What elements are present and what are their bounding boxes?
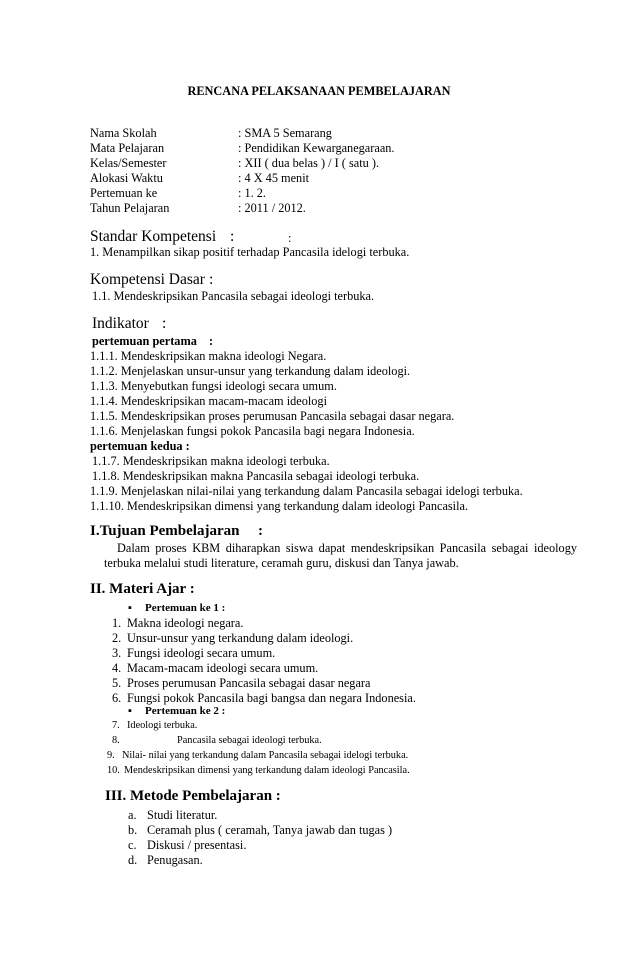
materi-number: 9. [107, 750, 115, 761]
materi-number: 1. [112, 616, 122, 630]
materi-number: 8. [112, 735, 120, 746]
metode-letter: b. [128, 823, 138, 837]
metode-item: Diskusi / presentasi. [147, 838, 247, 852]
indikator-heading: Indikator [92, 315, 149, 332]
identity-label: Pertemuan ke [90, 186, 158, 200]
tujuan-heading: I.Tujuan Pembelajaran [90, 523, 240, 539]
standar-kompetensi-heading: Standar Kompetensi [90, 228, 217, 245]
metode-letter: c. [128, 838, 137, 852]
materi-item: Nilai- nilai yang terkandung dalam Pancasila sebagai idelogi terbuka. [122, 750, 409, 761]
pertemuan-1-label: Pertemuan ke 1 : [145, 602, 226, 614]
metode-item: Penugasan. [147, 853, 203, 867]
materi-ajar-heading: II. Materi Ajar : [90, 581, 195, 597]
standar-colon: : [230, 228, 235, 245]
standar-kompetensi-item: 1. Menampilkan sikap positif terhadap Pancasila idelogi terbuka. [90, 245, 410, 259]
kompetensi-colon: : [209, 271, 214, 288]
indikator-item: 1.1.3. Menyebutkan fungsi ideologi secara umum. [90, 379, 337, 393]
pertemuan-2-label: Pertemuan ke 2 : [145, 705, 226, 717]
identity-label: Nama Skolah [90, 126, 157, 140]
materi-item: Pancasila sebagai ideologi terbuka. [177, 735, 322, 746]
indikator-item: 1.1.4. Mendeskripsikan macam-macam ideologi [90, 394, 327, 408]
materi-number: 5. [112, 676, 122, 690]
indikator-item: 1.1.5. Mendeskripsikan proses perumusan Pancasila sebagai dasar negara. [90, 409, 455, 423]
indikator-item: 1.1.7. Mendeskripsikan makna ideologi terbuka. [92, 454, 330, 468]
standar-colon: : [288, 231, 292, 245]
materi-item: Fungsi pokok Pancasila bagi bangsa dan negara Indonesia. [127, 691, 416, 705]
tujuan-paragraph-line: Dalam proses KBM diharapkan siswa dapat mendeskripsikan Pancasila sebagai ideology [117, 541, 577, 555]
materi-item: Macam-macam ideologi secara umum. [127, 661, 319, 675]
identity-value: : SMA 5 Semarang [238, 126, 332, 140]
identity-label: Mata Pelajaran [90, 141, 165, 155]
indikator-item: 1.1.2. Menjelaskan unsur-unsur yang terkandung dalam ideologi. [90, 364, 411, 378]
metode-item: Ceramah plus ( ceramah, Tanya jawab dan tugas ) [147, 823, 393, 837]
materi-item: Unsur-unsur yang terkandung dalam ideologi. [127, 631, 354, 645]
indikator-colon: : [162, 315, 167, 332]
identity-label: Tahun Pelajaran [90, 201, 170, 215]
identity-value: : XII ( dua belas ) / I ( satu ). [238, 156, 380, 170]
kompetensi-dasar-item: 1.1. Mendeskripsikan Pancasila sebagai ideologi terbuka. [92, 289, 375, 303]
metode-letter: a. [128, 808, 137, 822]
materi-item: Mendeskripsikan dimensi yang terkandung dalam ideologi Pancasila. [124, 765, 410, 776]
pertemuan-pertama-label: pertemuan pertama [92, 334, 197, 348]
materi-item: Proses perumusan Pancasila sebagai dasar negara [127, 676, 371, 690]
bullet-icon: ▪ [128, 705, 132, 717]
identity-label: Kelas/Semester [90, 156, 167, 170]
indikator-item: 1.1.9. Menjelaskan nilai-nilai yang terkandung dalam Pancasila sebagai idelogi terbuka. [90, 484, 523, 498]
identity-value: : 4 X 45 menit [238, 171, 310, 185]
metode-item: Studi literatur. [147, 808, 218, 822]
materi-item: Fungsi ideologi secara umum. [127, 646, 276, 660]
materi-number: 2. [112, 631, 122, 645]
pertemuan-pertama-colon: : [209, 334, 214, 348]
indikator-item: 1.1.10. Mendeskripsikan dimensi yang terkandung dalam ideologi Pancasila. [90, 499, 469, 513]
materi-number: 3. [112, 646, 122, 660]
metode-heading: III. Metode Pembelajaran : [105, 788, 281, 804]
document-title: RENCANA PELAKSANAAN PEMBELAJARAN [187, 84, 451, 98]
materi-number: 4. [112, 661, 122, 675]
pertemuan-kedua-label: pertemuan kedua : [90, 439, 190, 453]
tujuan-colon: : [258, 523, 263, 539]
identity-value: : Pendidikan Kewarganegaraan. [238, 141, 395, 155]
materi-number: 6. [112, 691, 122, 705]
identity-value: : 1. 2. [238, 186, 267, 200]
kompetensi-dasar-heading: Kompetensi Dasar [90, 271, 205, 288]
materi-number: 10. [107, 765, 120, 776]
materi-number: 7. [112, 720, 120, 731]
indikator-item: 1.1.1. Mendeskripsikan makna ideologi Negara. [90, 349, 327, 363]
indikator-item: 1.1.6. Menjelaskan fungsi pokok Pancasila bagi negara Indonesia. [90, 424, 415, 438]
materi-item: Ideologi terbuka. [127, 720, 198, 731]
tujuan-paragraph-line: terbuka melalui studi literature, ceramah guru, diskusi dan Tanya jawab. [104, 556, 459, 570]
metode-letter: d. [128, 853, 138, 867]
identity-label: Alokasi Waktu [90, 171, 163, 185]
bullet-icon: ▪ [128, 602, 132, 614]
identity-value: : 2011 / 2012. [238, 201, 306, 215]
indikator-item: 1.1.8. Mendeskripsikan makna Pancasila sebagai ideologi terbuka. [92, 469, 420, 483]
materi-item: Makna ideologi negara. [127, 616, 244, 630]
